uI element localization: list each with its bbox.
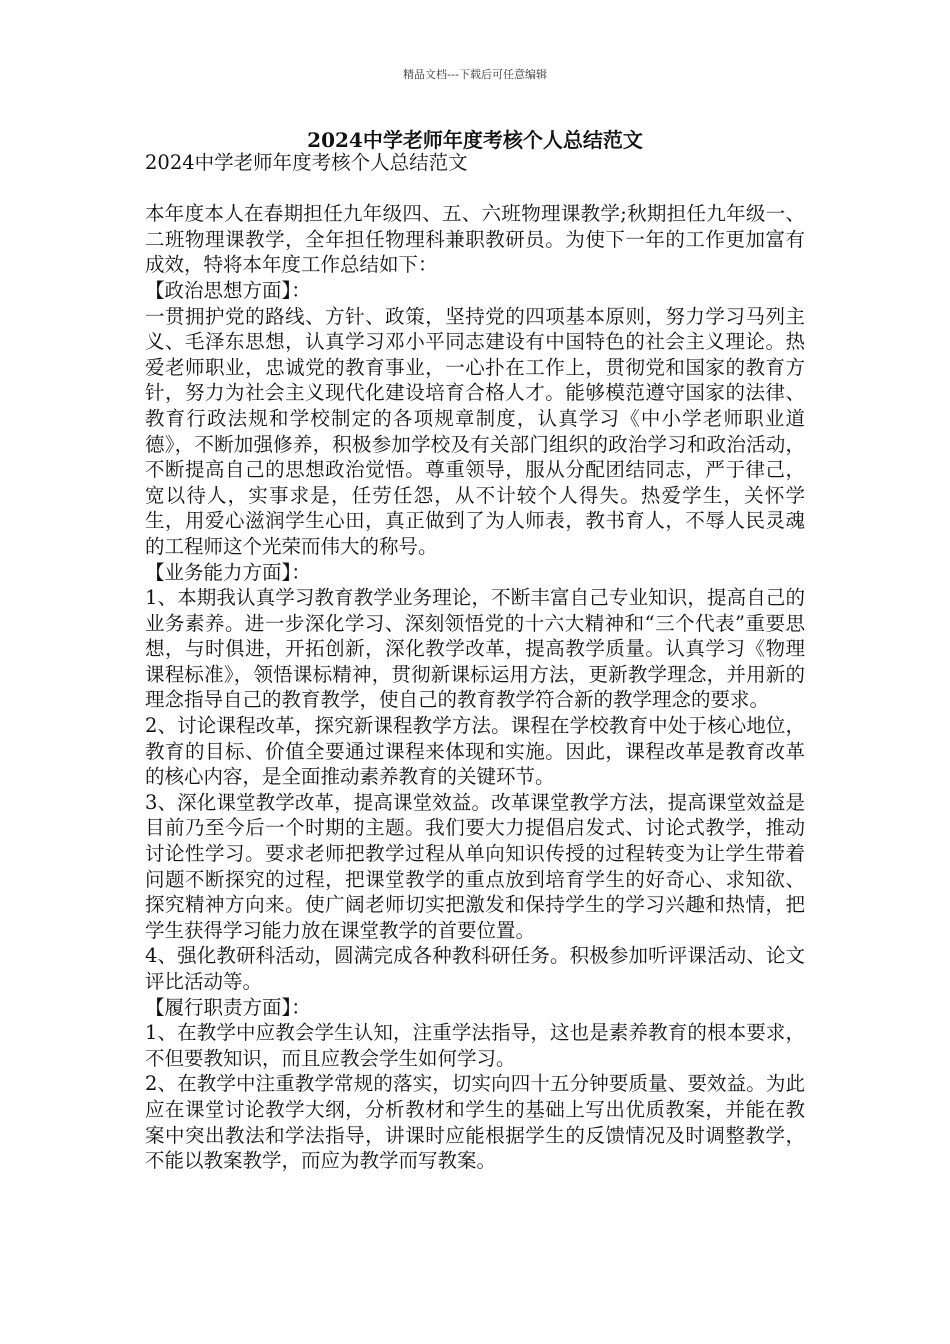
section-paragraph: 3、深化课堂教学改革，提高课堂效益。改革课堂教学方法，提高课堂效益是目前乃至今后一个时期的主题。我们要大力提倡启发式、讨论式教学，推动讨论性学习。要求老师把教学过程从单向知识传授的过程转变为让学生带着问题不断探究的过程，把课堂教学的重点放到培育学生的好奇心、求知欲、探究精神方向来。使广阔老师切实把激发和保持学生的学习兴趣和热情，把学生获得学习能力放在课堂教学的首要位置。 xyxy=(145,790,805,942)
section-heading-ability: 【业务能力方面】： xyxy=(145,560,311,584)
intro-paragraph: 本年度本人在春期担任九年级四、五、六班物理课教学;秋期担任九年级一、二班物理课教学，全年担任物理科兼职教研员。为使下一年的工作更加富有成效，特将本年度工作总结如下： xyxy=(145,202,805,277)
section-paragraph: 1、本期我认真学习教育教学业务理论，不断丰富自己专业知识，提高自己的业务素养。进一步深化学习、深刻领悟党的十六大精神和“三个代表”重要思想，与时俱进，开拓创新，深化教学改革，提高教学质量。认真学习《物理课程标准》，领悟课标精神，贯彻新课标运用方法，更新教学理念，并用新的理念指导自己的教育教学，使自己的教育教学符合新的教学理念的要求。 xyxy=(145,586,805,712)
section-paragraph: 2、在教学中注重教学常规的落实，切实向四十五分钟要质量、要效益。为此应在课堂讨论教学大纲，分析教材和学生的基础上写出优质教案，并能在教案中突出教法和学法指导，讲课时应能根据学生的反馈情况及时调整教学，不能以教案教学，而应为教学而写教案。 xyxy=(145,1072,805,1173)
section-paragraph: 1、在教学中应教会学生认知，注重学法指导，这也是素养教育的根本要求，不但要教知识，而且应教会学生如何学习。 xyxy=(145,1021,805,1070)
document-subtitle: 2024中学老师年度考核个人总结范文 xyxy=(145,151,468,174)
section-heading-political: 【政治思想方面】： xyxy=(145,278,311,302)
document-title: 2024中学老师年度考核个人总结范文 xyxy=(307,128,643,152)
section-heading-duties: 【履行职责方面】： xyxy=(145,995,311,1019)
header-note: 精品文档---下载后可任意编辑 xyxy=(403,68,547,81)
section-paragraph: 一贯拥护党的路线、方针、政策，坚持党的四项基本原则，努力学习马列主义、毛泽东思想，认真学习邓小平同志建设有中国特色的社会主义理论。热爱老师职业，忠诚党的教育事业，一心扑在工作上，贯彻党和国家的教育方针，努力为社会主义现代化建设培育合格人才。能够模范遵守国家的法律、教育行政法规和学校制定的各项规章制度，认真学习《中小学老师职业道德》，不断加强修养，积极参加学校及有关部门组织的政治学习和政治活动，不断提高自己的思想政治觉悟。尊重领导，服从分配团结同志，严于律己，宽以待人，实事求是，任劳任怨，从不计较个人得失。热爱学生，关怀学生，用爱心滋润学生心田，真正做到了为人师表，教书育人，不辱人民灵魂的工程师这个光荣而伟大的称号。 xyxy=(145,304,805,558)
section-paragraph: 2、讨论课程改革，探究新课程教学方法。课程在学校教育中处于核心地位，教育的目标、价值全要通过课程来体现和实施。因此，课程改革是教育改革的核心内容，是全面推动素养教育的关键环节。 xyxy=(145,714,805,789)
section-paragraph: 4、强化教研科活动，圆满完成各种教科研任务。积极参加听评课活动、论文评比活动等。 xyxy=(145,944,805,993)
document-body xyxy=(145,150,805,1174)
